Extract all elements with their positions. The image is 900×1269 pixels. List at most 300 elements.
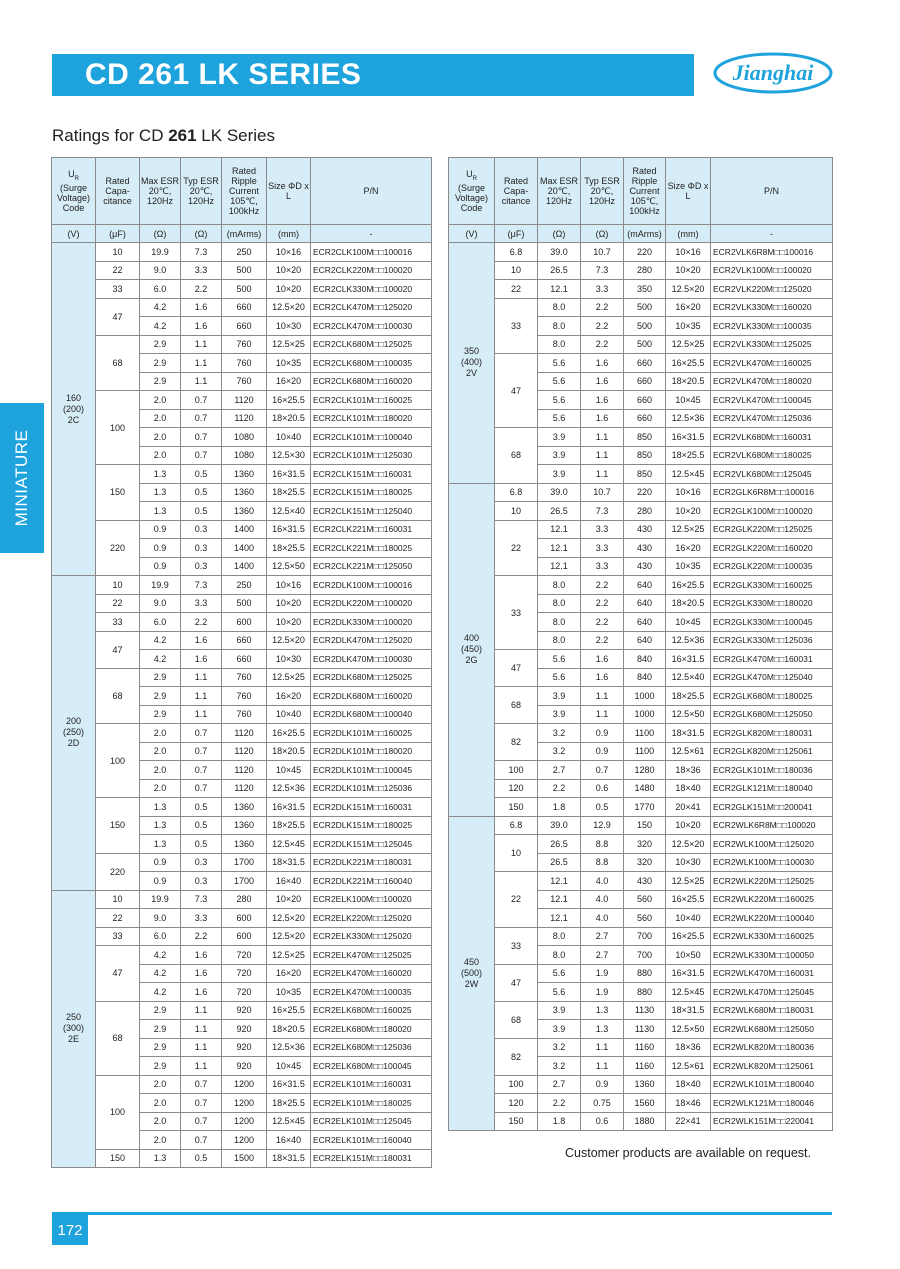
size-cell: 10×30: [666, 853, 711, 872]
max-esr-cell: 2.0: [140, 761, 181, 780]
capacitance-cell: 33: [96, 280, 140, 299]
size-cell: 12.5×45: [267, 835, 311, 854]
typ-esr-cell: 1.6: [581, 668, 624, 687]
typ-esr-cell: 1.6: [581, 409, 624, 428]
ripple-cell: 430: [624, 872, 666, 891]
ripple-cell: 1400: [222, 557, 267, 576]
ripple-cell: 920: [222, 1038, 267, 1057]
capacitance-cell: 6.8: [495, 243, 538, 262]
typ-esr-cell: 2.2: [181, 280, 222, 299]
typ-esr-cell: 8.8: [581, 835, 624, 854]
typ-esr-cell: 3.3: [581, 280, 624, 299]
capacitance-cell: 82: [495, 1038, 538, 1075]
capacitance-cell: 33: [96, 613, 140, 632]
ripple-cell: 660: [222, 298, 267, 317]
size-cell: 18×20.5: [267, 409, 311, 428]
typ-esr-cell: 3.3: [581, 557, 624, 576]
table-row: [449, 798, 833, 817]
size-cell: 10×20: [267, 594, 311, 613]
table-row: [52, 853, 432, 872]
size-cell: 16×20: [267, 372, 311, 391]
typ-esr-cell: 2.2: [581, 298, 624, 317]
ripple-cell: 500: [222, 594, 267, 613]
typ-esr-cell: 0.6: [581, 779, 624, 798]
size-cell: 18×25.5: [267, 539, 311, 558]
typ-esr-cell: 1.9: [581, 964, 624, 983]
size-cell: 12.5×61: [666, 742, 711, 761]
table-row: [449, 428, 833, 447]
pn-cell: ECR2CLK101M□□160025: [311, 391, 432, 410]
ripple-cell: 320: [624, 853, 666, 872]
typ-esr-cell: 0.7: [181, 742, 222, 761]
capacitance-cell: 68: [495, 1001, 538, 1038]
max-esr-cell: 3.9: [538, 428, 581, 447]
size-cell: 12.5×25: [666, 872, 711, 891]
size-cell: 18×40: [666, 1075, 711, 1094]
pn-cell: ECR2WLK330M□□160025: [711, 927, 833, 946]
unit-cell: -: [311, 225, 432, 243]
size-cell: 12.5×40: [267, 502, 311, 521]
size-cell: 16×20: [666, 539, 711, 558]
typ-esr-cell: 10.7: [581, 483, 624, 502]
table-row: [449, 724, 833, 743]
capacitance-cell: 100: [495, 1075, 538, 1094]
typ-esr-cell: 1.1: [181, 1020, 222, 1039]
table-row: [449, 243, 833, 262]
table-subtitle: Ratings for CD 261 LK Series: [52, 126, 276, 145]
pn-cell: ECR2WLK820M□□125061: [711, 1057, 833, 1076]
pn-cell: ECR2CLK680M□□160020: [311, 372, 432, 391]
pn-cell: ECR2VLK100M□□100020: [711, 261, 833, 280]
max-esr-cell: 5.6: [538, 409, 581, 428]
typ-esr-cell: 2.7: [581, 927, 624, 946]
pn-cell: ECR2ELK101M□□160040: [311, 1131, 432, 1150]
typ-esr-cell: 4.0: [581, 909, 624, 928]
max-esr-cell: 5.6: [538, 964, 581, 983]
typ-esr-cell: 0.7: [181, 1094, 222, 1113]
capacitance-cell: 100: [96, 1075, 140, 1149]
table-row: [449, 779, 833, 798]
typ-esr-cell: 1.6: [181, 964, 222, 983]
max-esr-cell: 2.9: [140, 687, 181, 706]
ripple-cell: 1100: [624, 742, 666, 761]
ripple-cell: 280: [222, 890, 267, 909]
ripple-cell: 320: [624, 835, 666, 854]
page-number: 172: [52, 1215, 88, 1245]
capacitance-cell: 10: [96, 243, 140, 262]
ripple-cell: 850: [624, 465, 666, 484]
size-cell: 12.5×50: [267, 557, 311, 576]
typ-esr-cell: 4.0: [581, 890, 624, 909]
ripple-cell: 1120: [222, 779, 267, 798]
unit-row: [52, 225, 432, 243]
ripple-cell: 720: [222, 964, 267, 983]
max-esr-cell: 5.6: [538, 372, 581, 391]
ripple-cell: 1360: [222, 465, 267, 484]
pn-cell: ECR2WLK820M□□180036: [711, 1038, 833, 1057]
ripple-cell: 1080: [222, 446, 267, 465]
capacitance-cell: 68: [495, 687, 538, 724]
typ-esr-cell: 0.5: [181, 835, 222, 854]
ripple-cell: 840: [624, 668, 666, 687]
ripple-cell: 640: [624, 613, 666, 632]
typ-esr-cell: 1.3: [581, 1020, 624, 1039]
max-esr-cell: 6.0: [140, 613, 181, 632]
capacitance-cell: 10: [96, 890, 140, 909]
max-esr-cell: 1.8: [538, 798, 581, 817]
pn-cell: ECR2CLK220M□□100020: [311, 261, 432, 280]
size-cell: 18×25.5: [666, 446, 711, 465]
pn-cell: ECR2ELK470M□□160020: [311, 964, 432, 983]
table-row: [52, 631, 432, 650]
max-esr-cell: 3.9: [538, 1001, 581, 1020]
max-esr-cell: 2.9: [140, 705, 181, 724]
typ-esr-cell: 2.2: [581, 317, 624, 336]
capacitance-cell: 10: [495, 261, 538, 280]
capacitance-cell: 47: [96, 298, 140, 335]
ripple-cell: 1280: [624, 761, 666, 780]
max-esr-cell: 1.3: [140, 483, 181, 502]
capacitance-cell: 68: [495, 428, 538, 484]
size-cell: 16×25.5: [666, 354, 711, 373]
pn-cell: ECR2WLK220M□□125025: [711, 872, 833, 891]
size-cell: 16×31.5: [267, 465, 311, 484]
typ-esr-cell: 1.6: [181, 317, 222, 336]
size-cell: 12.5×30: [267, 446, 311, 465]
typ-esr-cell: 1.6: [181, 631, 222, 650]
typ-esr-cell: 0.75: [581, 1094, 624, 1113]
table-row: [449, 576, 833, 595]
pn-cell: ECR2WLK100M□□125020: [711, 835, 833, 854]
table-row: [52, 613, 432, 632]
pn-cell: ECR2GLK220M□□160020: [711, 539, 833, 558]
pn-cell: ECR2GLK6R8M□□100016: [711, 483, 833, 502]
pn-cell: ECR2DLK680M□□100040: [311, 705, 432, 724]
ripple-cell: 920: [222, 1001, 267, 1020]
pn-cell: ECR2GLK330M□□100045: [711, 613, 833, 632]
typ-esr-cell: 0.9: [581, 724, 624, 743]
pn-cell: ECR2GLK680M□□125050: [711, 705, 833, 724]
size-cell: 16×25.5: [666, 576, 711, 595]
capacitance-cell: 100: [495, 761, 538, 780]
size-cell: 12.5×25: [267, 668, 311, 687]
typ-esr-cell: 1.1: [181, 335, 222, 354]
size-cell: 18×31.5: [267, 1149, 311, 1168]
col-header-max-esr: Max ESR 20℃, 120Hz: [140, 158, 181, 225]
capacitance-cell: 47: [96, 946, 140, 1002]
typ-esr-cell: 1.6: [581, 391, 624, 410]
typ-esr-cell: 1.1: [581, 705, 624, 724]
pn-cell: ECR2GLK101M□□180036: [711, 761, 833, 780]
table-row: [449, 650, 833, 669]
size-cell: 10×40: [267, 428, 311, 447]
table-row: [449, 964, 833, 983]
ripple-cell: 1400: [222, 539, 267, 558]
pn-cell: ECR2GLK680M□□180025: [711, 687, 833, 706]
ripple-cell: 1880: [624, 1112, 666, 1131]
size-cell: 12.5×20: [666, 835, 711, 854]
pn-cell: ECR2DLK101M□□160025: [311, 724, 432, 743]
jianghai-logo: [712, 50, 834, 96]
pn-cell: ECR2GLK820M□□125061: [711, 742, 833, 761]
pn-cell: ECR2CLK151M□□125040: [311, 502, 432, 521]
ripple-cell: 1700: [222, 872, 267, 891]
capacitance-cell: 22: [495, 280, 538, 299]
svg-text:Jianghai: Jianghai: [732, 60, 814, 85]
max-esr-cell: 2.7: [538, 761, 581, 780]
ripple-cell: 1770: [624, 798, 666, 817]
pn-cell: ECR2GLK151M□□200041: [711, 798, 833, 817]
ripple-cell: 1560: [624, 1094, 666, 1113]
size-cell: 10×20: [666, 502, 711, 521]
typ-esr-cell: 1.1: [181, 668, 222, 687]
pn-cell: ECR2WLK220M□□160025: [711, 890, 833, 909]
capacitance-cell: 47: [495, 650, 538, 687]
voltage-cell: 400 (450) 2G: [449, 483, 495, 816]
pn-cell: ECR2CLK680M□□100035: [311, 354, 432, 373]
pn-cell: ECR2CLK470M□□125020: [311, 298, 432, 317]
pn-cell: ECR2ELK680M□□160025: [311, 1001, 432, 1020]
size-cell: 12.5×20: [267, 909, 311, 928]
pn-cell: ECR2ELK470M□□100035: [311, 983, 432, 1002]
capacitance-cell: 150: [495, 798, 538, 817]
size-cell: 10×40: [267, 705, 311, 724]
ripple-cell: 150: [624, 816, 666, 835]
max-esr-cell: 19.9: [140, 890, 181, 909]
table-row: [449, 502, 833, 521]
unit-row: [449, 225, 833, 243]
typ-esr-cell: 1.1: [581, 465, 624, 484]
col-header-typ-esr: Typ ESR 20℃, 120Hz: [581, 158, 624, 225]
ripple-cell: 1000: [624, 687, 666, 706]
typ-esr-cell: 3.3: [181, 909, 222, 928]
size-cell: 10×16: [267, 576, 311, 595]
table-row: [449, 298, 833, 317]
capacitance-cell: 47: [495, 964, 538, 1001]
capacitance-cell: 47: [495, 354, 538, 428]
ripple-cell: 1080: [222, 428, 267, 447]
pn-cell: ECR2DLK101M□□125036: [311, 779, 432, 798]
capacitance-cell: 22: [495, 872, 538, 928]
pn-cell: ECR2DLK220M□□100020: [311, 594, 432, 613]
typ-esr-cell: 7.3: [581, 261, 624, 280]
max-esr-cell: 26.5: [538, 261, 581, 280]
pn-cell: ECR2CLK100M□□100016: [311, 243, 432, 262]
table-row: [449, 1038, 833, 1057]
max-esr-cell: 2.9: [140, 668, 181, 687]
ripple-cell: 1500: [222, 1149, 267, 1168]
pn-cell: ECR2VLK330M□□160020: [711, 298, 833, 317]
capacitance-cell: 68: [96, 335, 140, 391]
typ-esr-cell: 8.8: [581, 853, 624, 872]
capacitance-cell: 150: [495, 1112, 538, 1131]
unit-cell: (μF): [96, 225, 140, 243]
ripple-cell: 1160: [624, 1057, 666, 1076]
pn-cell: ECR2ELK100M□□100020: [311, 890, 432, 909]
typ-esr-cell: 1.6: [181, 983, 222, 1002]
typ-esr-cell: 1.9: [581, 983, 624, 1002]
ripple-cell: 500: [222, 280, 267, 299]
table-row: [52, 391, 432, 410]
ripple-cell: 250: [222, 576, 267, 595]
typ-esr-cell: 0.5: [181, 465, 222, 484]
size-cell: 12.5×20: [666, 280, 711, 299]
max-esr-cell: 39.0: [538, 816, 581, 835]
voltage-cell: 450 (500) 2W: [449, 816, 495, 1131]
table-row: [449, 872, 833, 891]
ripple-cell: 700: [624, 946, 666, 965]
table-row: [52, 668, 432, 687]
pn-cell: ECR2VLK330M□□100035: [711, 317, 833, 336]
max-esr-cell: 6.0: [140, 927, 181, 946]
typ-esr-cell: 3.3: [581, 520, 624, 539]
size-cell: 10×20: [666, 261, 711, 280]
capacitance-cell: 33: [96, 927, 140, 946]
size-cell: 16×31.5: [267, 1075, 311, 1094]
ripple-cell: 1200: [222, 1112, 267, 1131]
max-esr-cell: 8.0: [538, 317, 581, 336]
size-cell: 10×40: [666, 909, 711, 928]
pn-cell: ECR2DLK151M□□125045: [311, 835, 432, 854]
max-esr-cell: 8.0: [538, 298, 581, 317]
pn-cell: ECR2CLK151M□□180025: [311, 483, 432, 502]
pn-cell: ECR2DLK100M□□100016: [311, 576, 432, 595]
pn-cell: ECR2DLK221M□□180031: [311, 853, 432, 872]
table-row: [449, 1112, 833, 1131]
col-header-ripple: Rated Ripple Current 105℃, 100kHz: [222, 158, 267, 225]
size-cell: 18×25.5: [666, 687, 711, 706]
max-esr-cell: 3.9: [538, 465, 581, 484]
capacitance-cell: 33: [495, 576, 538, 650]
typ-esr-cell: 0.7: [581, 761, 624, 780]
ripple-cell: 1360: [222, 835, 267, 854]
pn-cell: ECR2WLK151M□□220041: [711, 1112, 833, 1131]
table-row: [449, 354, 833, 373]
table-row: [52, 298, 432, 317]
ripple-cell: 760: [222, 687, 267, 706]
size-cell: 10×45: [666, 391, 711, 410]
capacitance-cell: 100: [96, 391, 140, 465]
ripple-cell: 660: [222, 631, 267, 650]
size-cell: 16×25.5: [267, 1001, 311, 1020]
typ-esr-cell: 0.3: [181, 872, 222, 891]
table-row: [52, 927, 432, 946]
col-header-voltage: $U_R$ (Surge Voltage) Code: [449, 158, 495, 225]
typ-esr-cell: 2.2: [581, 335, 624, 354]
max-esr-cell: 8.0: [538, 946, 581, 965]
ripple-cell: 720: [222, 946, 267, 965]
typ-esr-cell: 1.1: [181, 1057, 222, 1076]
side-tab: [0, 403, 44, 553]
size-cell: 12.5×45: [666, 983, 711, 1002]
size-cell: 18×31.5: [666, 724, 711, 743]
typ-esr-cell: 2.2: [581, 594, 624, 613]
ripple-cell: 1100: [624, 724, 666, 743]
table-row: [52, 520, 432, 539]
size-cell: 16×31.5: [267, 520, 311, 539]
size-cell: 18×20.5: [267, 742, 311, 761]
max-esr-cell: 2.0: [140, 446, 181, 465]
table-row: [449, 520, 833, 539]
pn-cell: ECR2WLK6R8M□□100020: [711, 816, 833, 835]
ripple-cell: 1000: [624, 705, 666, 724]
ripple-cell: 760: [222, 335, 267, 354]
voltage-cell: 250 (300) 2E: [52, 890, 96, 1168]
max-esr-cell: 0.9: [140, 853, 181, 872]
pn-cell: ECR2VLK470M□□180020: [711, 372, 833, 391]
size-cell: 12.5×36: [267, 779, 311, 798]
max-esr-cell: 4.2: [140, 983, 181, 1002]
table-row: [52, 243, 432, 262]
capacitance-cell: 150: [96, 1149, 140, 1168]
ripple-cell: 1120: [222, 409, 267, 428]
typ-esr-cell: 0.9: [581, 742, 624, 761]
capacitance-cell: 120: [495, 1094, 538, 1113]
col-header-ripple: Rated Ripple Current 105℃, 100kHz: [624, 158, 666, 225]
max-esr-cell: 2.0: [140, 391, 181, 410]
size-cell: 16×40: [267, 872, 311, 891]
pn-cell: ECR2WLK470M□□125045: [711, 983, 833, 1002]
typ-esr-cell: 1.6: [181, 298, 222, 317]
ripple-cell: 700: [624, 927, 666, 946]
typ-esr-cell: 0.7: [181, 428, 222, 447]
size-cell: 16×25.5: [267, 391, 311, 410]
ripple-cell: 500: [624, 335, 666, 354]
col-header-pn: P/N: [311, 158, 432, 225]
table-row: [52, 1149, 432, 1168]
size-cell: 10×35: [666, 317, 711, 336]
pn-cell: ECR2GLK100M□□100020: [711, 502, 833, 521]
typ-esr-cell: 4.0: [581, 872, 624, 891]
size-cell: 10×20: [666, 816, 711, 835]
size-cell: 12.5×25: [666, 520, 711, 539]
max-esr-cell: 4.2: [140, 946, 181, 965]
ripple-cell: 1360: [222, 816, 267, 835]
max-esr-cell: 0.9: [140, 539, 181, 558]
size-cell: 12.5×20: [267, 927, 311, 946]
table-row: [449, 1075, 833, 1094]
side-tab-label: MINIATURE: [12, 429, 31, 527]
typ-esr-cell: 2.7: [581, 946, 624, 965]
pn-cell: ECR2ELK101M□□180025: [311, 1094, 432, 1113]
ripple-cell: 220: [624, 483, 666, 502]
ripple-cell: 760: [222, 372, 267, 391]
size-cell: 22×41: [666, 1112, 711, 1131]
pn-cell: ECR2GLK330M□□125036: [711, 631, 833, 650]
ripple-cell: 850: [624, 446, 666, 465]
max-esr-cell: 2.2: [538, 1094, 581, 1113]
max-esr-cell: 6.0: [140, 280, 181, 299]
capacitance-cell: 22: [495, 520, 538, 576]
series-title-banner: [52, 54, 694, 96]
pn-cell: ECR2CLK221M□□125050: [311, 557, 432, 576]
typ-esr-cell: 1.1: [181, 705, 222, 724]
capacitance-cell: 47: [96, 631, 140, 668]
pn-cell: ECR2WLK121M□□180046: [711, 1094, 833, 1113]
typ-esr-cell: 0.3: [181, 520, 222, 539]
ripple-cell: 430: [624, 539, 666, 558]
typ-esr-cell: 0.5: [181, 502, 222, 521]
max-esr-cell: 2.2: [538, 779, 581, 798]
max-esr-cell: 9.0: [140, 261, 181, 280]
typ-esr-cell: 0.7: [181, 1075, 222, 1094]
ripple-cell: 1700: [222, 853, 267, 872]
max-esr-cell: 2.0: [140, 1131, 181, 1150]
unit-cell: (Ω): [581, 225, 624, 243]
ripple-cell: 1400: [222, 520, 267, 539]
max-esr-cell: 12.1: [538, 909, 581, 928]
size-cell: 16×25.5: [666, 927, 711, 946]
